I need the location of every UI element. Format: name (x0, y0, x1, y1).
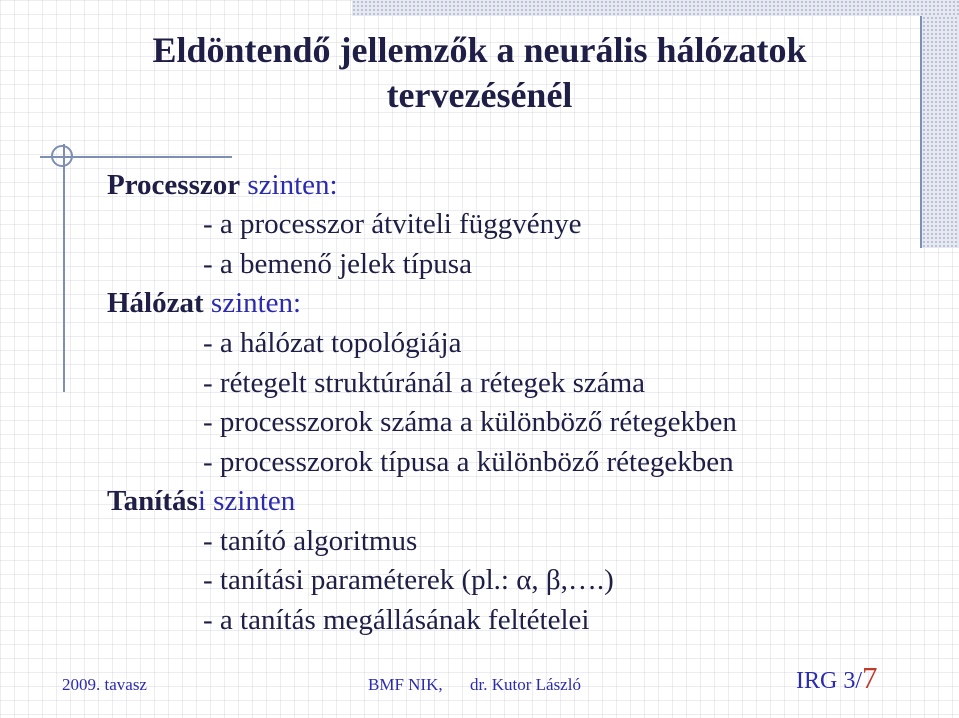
heading-rest: i szinten (197, 485, 296, 517)
heading-bold: Hálózat (107, 287, 204, 319)
course-label: IRG 3 (796, 668, 856, 694)
decoration-circle (51, 145, 73, 167)
footer-author: dr. Kutor László (470, 675, 581, 694)
list-item: - a tanítás megállásának feltételei (203, 604, 590, 636)
list-item: - processzorok típusa a különböző rétegekben (203, 446, 734, 478)
list-item: - tanító algoritmus (203, 525, 418, 557)
section-heading-network (107, 286, 301, 320)
section-heading-training (107, 484, 295, 518)
list-item: - processzorok száma a különböző rétegekben (203, 406, 737, 438)
heading-rest: szinten: (203, 287, 302, 319)
footer-institution: BMF NIK, (368, 675, 443, 694)
section-heading-processor (107, 168, 338, 202)
title-line-2: tervezésénél (386, 75, 573, 115)
list-item: - a processzor átviteli függvénye (203, 208, 582, 240)
title-line-1: Eldöntendő jellemzők a neurális hálózatok (152, 30, 807, 70)
header-pattern-band (352, 0, 959, 16)
list-item: - a hálózat topológiája (203, 327, 462, 359)
page-separator: / (855, 668, 863, 694)
slide-title (0, 28, 959, 118)
page-number (796, 660, 878, 695)
page-total: 7 (862, 660, 878, 695)
heading-bold: Tanítás (107, 485, 198, 517)
decoration-vertical-line (63, 144, 65, 392)
list-item: - a bemenő jelek típusa (203, 248, 472, 280)
list-item: - rétegelt struktúránál a rétegek száma (203, 367, 646, 399)
footer-date: 2009. tavasz (62, 675, 147, 694)
heading-rest: szinten: (240, 169, 338, 201)
list-item: - tanítási paraméterek (pl.: α, β,….) (203, 564, 614, 596)
heading-bold: Processzor (107, 169, 241, 201)
